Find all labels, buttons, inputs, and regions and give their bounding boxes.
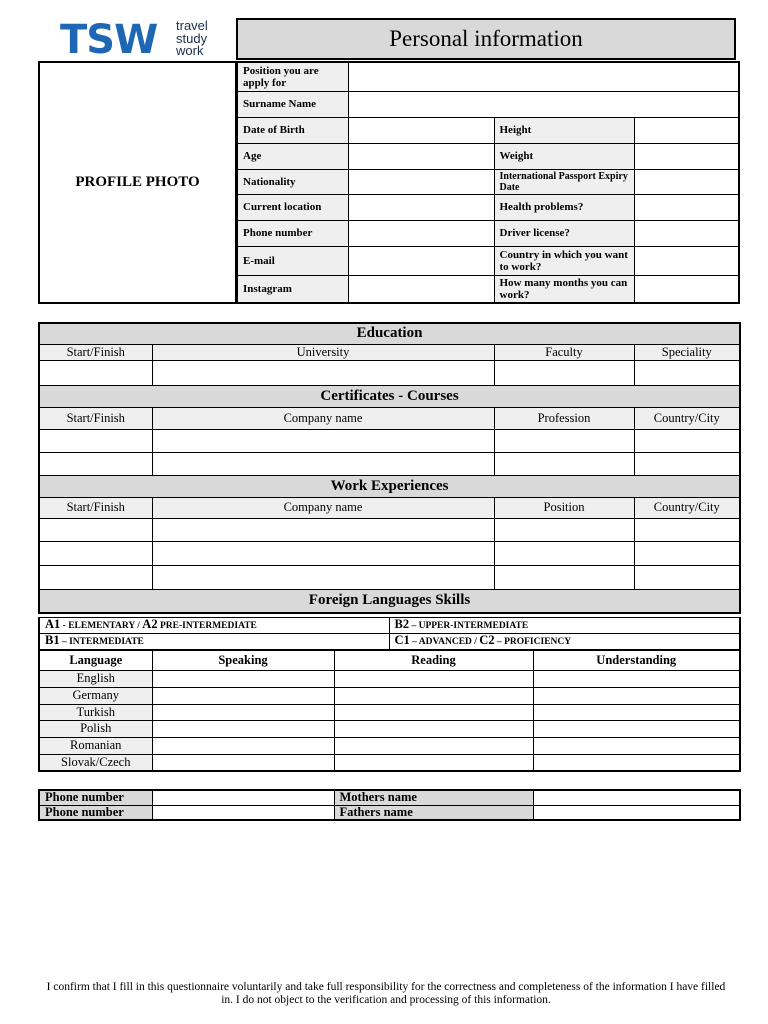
certificates-header: Start/Finish (39, 407, 152, 429)
instagram-label: Instagram (237, 275, 348, 303)
table-row (39, 754, 740, 771)
dob-field[interactable] (348, 117, 494, 143)
instagram-field[interactable] (348, 275, 494, 303)
page-title: Personal information (236, 18, 736, 60)
phone-field[interactable] (348, 220, 494, 246)
understanding-cell[interactable] (533, 754, 740, 771)
reading-cell[interactable] (334, 687, 533, 704)
level-c1-c2: C1 – ADVANCED / C2 – PROFICIENCY (389, 634, 740, 650)
table-row (39, 704, 740, 720)
table-row (39, 720, 740, 737)
language-name: Polish (39, 720, 152, 737)
passport-expiry-field[interactable] (634, 169, 739, 194)
email-label: E-mail (237, 246, 348, 275)
mothers-name-label: Mothers name (334, 790, 533, 805)
work-header: Country/City (634, 497, 740, 518)
work-cell[interactable] (152, 518, 494, 541)
speaking-cell[interactable] (152, 754, 334, 771)
level-b2: B2 – UPPER-INTERMEDIATE (389, 618, 740, 634)
driver-license-label: Driver license? (494, 220, 634, 246)
reading-cell[interactable] (334, 737, 533, 754)
languages-title: Foreign Languages Skills (39, 589, 740, 613)
phone-number-field-2[interactable] (152, 805, 334, 820)
speaking-cell[interactable] (152, 687, 334, 704)
reading-cell[interactable] (334, 670, 533, 687)
table-row (39, 670, 740, 687)
location-field[interactable] (348, 194, 494, 220)
reading-cell[interactable] (334, 754, 533, 771)
profile-photo-label: PROFILE PHOTO (75, 174, 200, 190)
speaking-header: Speaking (152, 650, 334, 670)
work-header: Start/Finish (39, 497, 152, 518)
certificates-cell[interactable] (39, 429, 152, 452)
certificates-cell[interactable] (634, 452, 740, 475)
months-label: How many months you can work? (494, 275, 634, 303)
nationality-label: Nationality (237, 169, 348, 194)
age-field[interactable] (348, 143, 494, 169)
language-levels-legend (38, 617, 741, 650)
weight-field[interactable] (634, 143, 739, 169)
understanding-cell[interactable] (533, 670, 740, 687)
work-title: Work Experiences (39, 475, 740, 497)
reading-cell[interactable] (334, 720, 533, 737)
education-cell[interactable] (152, 360, 494, 385)
work-cell[interactable] (634, 565, 740, 589)
work-cell[interactable] (494, 518, 634, 541)
work-cell[interactable] (152, 541, 494, 565)
understanding-cell[interactable] (533, 687, 740, 704)
logo-brand: TSW (60, 17, 158, 63)
certificates-cell[interactable] (634, 429, 740, 452)
understanding-header: Understanding (533, 650, 740, 670)
phone-number-field-1[interactable] (152, 790, 334, 805)
level-b1: B1 – INTERMEDIATE (39, 634, 389, 650)
certificates-title: Certificates - Courses (39, 385, 740, 407)
surname-label: Surname Name (237, 91, 348, 117)
certificates-header: Country/City (634, 407, 740, 429)
fathers-name-label: Fathers name (334, 805, 533, 820)
consent-statement: I confirm that I fill in this questionnaire voluntarily and take full responsibility for the correctness and completeness of the information I have filled in. I do not object to the verification and processing of this information. (46, 981, 726, 1006)
location-label: Current location (237, 194, 348, 220)
work-cell[interactable] (634, 518, 740, 541)
work-cell[interactable] (152, 565, 494, 589)
height-field[interactable] (634, 117, 739, 143)
position-field[interactable] (348, 62, 739, 91)
email-field[interactable] (348, 246, 494, 275)
speaking-cell[interactable] (152, 704, 334, 720)
work-header: Company name (152, 497, 494, 518)
education-title: Education (39, 323, 740, 344)
health-field[interactable] (634, 194, 739, 220)
understanding-cell[interactable] (533, 720, 740, 737)
months-field[interactable] (634, 275, 739, 303)
logo-tagline: travel study work (176, 18, 208, 58)
history-table (38, 322, 741, 614)
table-row (39, 687, 740, 704)
weight-label: Weight (494, 143, 634, 169)
education-cell[interactable] (39, 360, 152, 385)
education-cell[interactable] (494, 360, 634, 385)
phone-label: Phone number (237, 220, 348, 246)
speaking-cell[interactable] (152, 720, 334, 737)
certificates-header: Profession (494, 407, 634, 429)
table-row (39, 541, 740, 565)
surname-field[interactable] (348, 91, 739, 117)
personal-info-table (236, 61, 740, 304)
certificates-header: Company name (152, 407, 494, 429)
age-label: Age (237, 143, 348, 169)
certificates-cell[interactable] (494, 452, 634, 475)
position-label: Position you are apply for (237, 62, 348, 91)
education-header: Start/Finish (39, 344, 152, 360)
reading-cell[interactable] (334, 704, 533, 720)
certificates-cell[interactable] (39, 452, 152, 475)
certificates-cell[interactable] (152, 429, 494, 452)
nationality-field[interactable] (348, 169, 494, 194)
reading-header: Reading (334, 650, 533, 670)
work-cell[interactable] (39, 565, 152, 589)
level-a1-a2: A1 - ELEMENTARY / A2 PRE-INTERMEDIATE (39, 618, 389, 634)
understanding-cell[interactable] (533, 704, 740, 720)
work-cell[interactable] (494, 565, 634, 589)
language-name: Slovak/Czech (39, 754, 152, 771)
certificates-cell[interactable] (494, 429, 634, 452)
education-cell[interactable] (634, 360, 740, 385)
table-row (39, 518, 740, 541)
profile-photo-box[interactable] (38, 61, 236, 304)
work-cell[interactable] (494, 541, 634, 565)
language-name: Turkish (39, 704, 152, 720)
phone-number-label-2: Phone number (39, 805, 152, 820)
education-header: University (152, 344, 494, 360)
certificates-cell[interactable] (152, 452, 494, 475)
speaking-cell[interactable] (152, 670, 334, 687)
table-row (39, 429, 740, 452)
work-cell[interactable] (39, 518, 152, 541)
language-name: English (39, 670, 152, 687)
table-row (39, 565, 740, 589)
country-work-label: Country in which you want to work? (494, 246, 634, 275)
driver-license-field[interactable] (634, 220, 739, 246)
table-row (39, 737, 740, 754)
height-label: Height (494, 117, 634, 143)
language-name: Romanian (39, 737, 152, 754)
health-label: Health problems? (494, 194, 634, 220)
language-name: Germany (39, 687, 152, 704)
language-header: Language (39, 650, 152, 670)
table-row (39, 360, 740, 385)
country-work-field[interactable] (634, 246, 739, 275)
mothers-name-field[interactable] (533, 790, 740, 805)
work-header: Position (494, 497, 634, 518)
phone-number-label-1: Phone number (39, 790, 152, 805)
passport-expiry-label: International Passport Expiry Date (494, 169, 634, 194)
work-cell[interactable] (39, 541, 152, 565)
education-header: Faculty (494, 344, 634, 360)
education-header: Speciality (634, 344, 740, 360)
work-cell[interactable] (634, 541, 740, 565)
dob-label: Date of Birth (237, 117, 348, 143)
languages-table (38, 649, 741, 772)
fathers-name-field[interactable] (533, 805, 740, 820)
tsw-logo (60, 17, 220, 63)
contacts-table (38, 789, 741, 821)
table-row (39, 452, 740, 475)
understanding-cell[interactable] (533, 737, 740, 754)
speaking-cell[interactable] (152, 737, 334, 754)
